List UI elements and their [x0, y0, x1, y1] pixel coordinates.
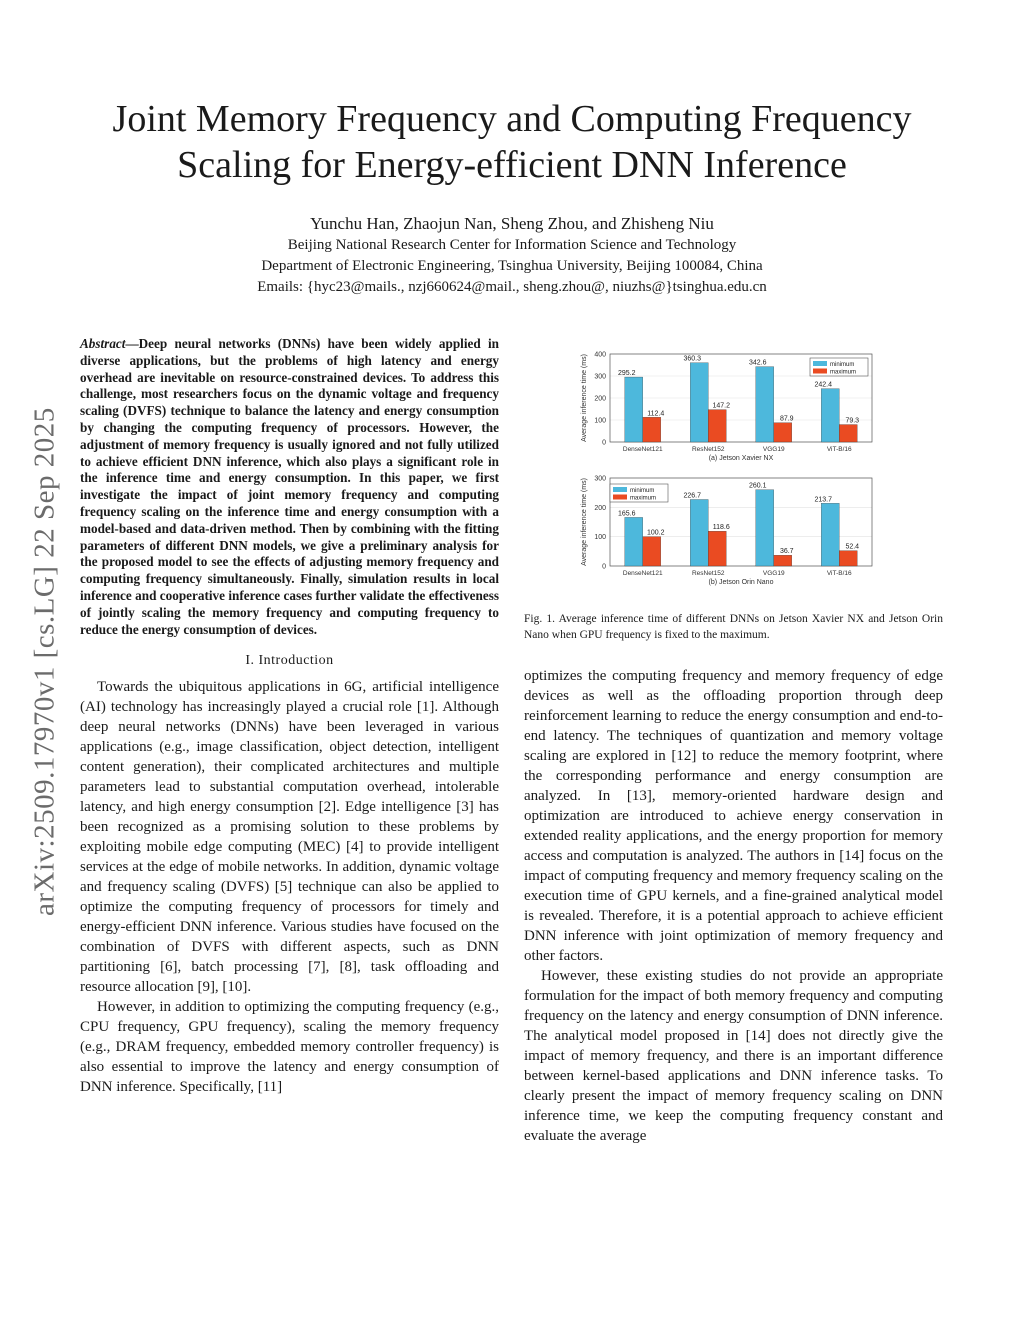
abstract	[80, 336, 499, 638]
bar-value-label: 118.6	[712, 524, 730, 532]
legend-swatch	[813, 361, 827, 366]
arxiv-identifier: arXiv:2509.17970v1 [cs.LG] 22 Sep 2025	[28, 407, 61, 917]
body-paragraph: Towards the ubiquitous applications in 6G, artificial intelligence (AI) technology has increasingly played a crucial role [1]. Although deep neural networks (DNNs) have been leveraged in various applications (e.g., image classification, object detection, intelligent content generation), their complicated architectures and multiple parameters lead to substantial computation overhead, intolerable latency, and high energy consumption [2]. Edge intelligence [3] has been recognized as a promising solution to these problems by exploiting mobile edge computing (MEC) [4] to provide intelligent services at the edge of mobile networks. In addition, dynamic voltage and frequency scaling (DVFS) [5] technique can also be applied to optimize the computing frequency of processors for timely and energy-efficient DNN inference. Various studies have focused on the combination of DVFS with different aspects, such as DNN partitioning [6], batch processing [7], [8], task offloading and resource allocation [9], [10].	[80, 679, 499, 996]
bar-maximum	[839, 551, 857, 566]
y-tick-label: 300	[594, 373, 606, 381]
bar-value-label: 165.6	[617, 510, 636, 518]
bar-minimum	[821, 389, 839, 442]
x-tick-label: VGG19	[762, 570, 785, 577]
chart-subtitle: (a) Jetson Xavier NX	[708, 455, 774, 462]
y-axis-label: Average inference time (ms)	[581, 478, 588, 566]
figure-caption: Fig. 1. Average inference time of different DNNs on Jetson Xavier NX and Jetson Orin Nano when GPU frequency is fixed to the maximum.	[524, 613, 943, 641]
bar-minimum	[756, 490, 774, 566]
legend-label: minimum	[830, 362, 855, 368]
paper-title	[60, 96, 964, 188]
legend-swatch	[613, 495, 627, 500]
y-tick-label: 0	[602, 563, 606, 571]
y-axis-label: Average inference time (ms)	[581, 354, 588, 442]
bar-maximum	[774, 423, 792, 442]
body-paragraph: However, these existing studies do not provide an appropriate formulation for the impact of both memory frequency and computing frequency on the latency and energy consumption of DNN inference. The analytical model proposed in [14] does not directly give the impact of memory frequency, and there is an important difference between kernel-based applications and DNN inference tasks. To clearly present the impact of memory frequency scaling on DNN inference time, we keep the computing frequency constant and evaluate the average	[524, 968, 943, 1144]
legend-label: maximum	[830, 369, 857, 376]
title-line: Scaling for Energy-efficient DNN Inference	[177, 144, 847, 186]
bar-maximum	[708, 531, 726, 566]
x-tick-label: DenseNet121	[622, 446, 663, 453]
legend-swatch	[813, 369, 827, 374]
chart-subtitle: (b) Jetson Orin Nano	[708, 579, 774, 586]
x-tick-label: DenseNet121	[622, 570, 663, 577]
bar-value-label: 112.4	[647, 410, 665, 418]
bar-value-label: 260.1	[748, 482, 767, 490]
bar-value-label: 87.9	[779, 415, 794, 423]
legend-swatch	[613, 487, 627, 492]
y-tick-label: 400	[594, 351, 606, 359]
body-paragraph: optimizes the computing frequency and memory frequency of edge devices as well as the offloading proportion through deep reinforcement learning to reduce the energy consumption and end-to-end latency. The techniques of quantization and memory voltage scaling are explored in [12] to reduce the memory footprint, where the corresponding performance and energy consumption are analyzed. In [13], memory-oriented hardware design and optimization are introduced to achieve energy conservation in extended reality applications, and the energy proportion for memory access and computation is analyzed. The authors in [14] focus on the impact of computing frequency and memory frequency scaling on the execution time of GPU kernels, and a fine-grained analytical model is revealed. Therefore, it is a potential approach to achieve efficient DNN inference with joint optimization of memory frequency and other factors.	[524, 668, 943, 964]
x-tick-label: ResNet152	[691, 446, 725, 453]
bar-charts	[560, 348, 880, 590]
bar-value-label: 295.2	[617, 370, 636, 378]
bar-value-label: 242.4	[814, 381, 833, 389]
bar-value-label: 100.2	[646, 529, 665, 537]
abstract-label: Abstract	[80, 336, 126, 351]
bar-value-label: 79.3	[845, 417, 860, 425]
figure-1	[560, 348, 880, 590]
left-column	[80, 336, 499, 1097]
bar-minimum	[690, 500, 708, 566]
x-tick-label: VGG19	[762, 446, 785, 453]
title-line: Joint Memory Frequency and Computing Frequency	[112, 98, 912, 140]
bar-maximum	[708, 410, 726, 442]
y-tick-label: 100	[594, 534, 606, 542]
bar-maximum	[643, 417, 661, 442]
author-list: Yunchu Han, Zhaojun Nan, Sheng Zhou, and Zhisheng Niu	[310, 214, 714, 233]
bar-minimum	[821, 503, 839, 566]
y-tick-label: 0	[602, 439, 606, 447]
y-tick-label: 200	[594, 504, 606, 512]
bar-minimum	[625, 517, 643, 566]
y-tick-label: 200	[594, 395, 606, 403]
bar-value-label: 226.7	[683, 492, 702, 500]
bar-value-label: 147.2	[712, 402, 731, 410]
bar-value-label: 342.6	[748, 359, 767, 367]
bar-maximum	[643, 537, 661, 566]
legend-label: maximum	[630, 495, 657, 502]
abstract-text: —Deep neural networks (DNNs) have been widely applied in diverse applications, but the problems of high latency and energy overhead are inevitable on resource-constrained devices. To address this challenge, most researchers focus on the dynamic voltage and frequency scaling (DVFS) technique to balance the latency and energy consumption by changing the computing frequency of processors. However, the adjustment of memory frequency is usually ignored and not fully utilized to achieve efficient DNN inference, which also plays a significant role in the inference time and energy consumption. In this paper, we first investigate the impact of joint memory frequency and computing frequency scaling on the inference time and energy consumption with a model-based and data-driven method. Then by combining with the fitting parameters of different DNN models, we give a preliminary analysis for the proposed model to see the effects of adjusting memory frequency and computing frequency simultaneously. Finally, simulation results in local inference and cooperative inference cases further validate the effectiveness of jointly scaling the memory frequency and computing frequency to reduce the energy consumption of devices.	[80, 336, 499, 637]
bar-value-label: 36.7	[779, 548, 794, 556]
section-heading-introduction: I. Introduction	[245, 653, 334, 669]
x-tick-label: ViT-B/16	[826, 446, 852, 453]
right-column	[524, 666, 943, 1146]
affiliation-2: Department of Electronic Engineering, Tsinghua University, Beijing 100084, China	[261, 258, 763, 274]
bar-minimum	[690, 363, 708, 442]
x-tick-label: ViT-B/16	[826, 570, 852, 577]
bar-minimum	[625, 377, 643, 442]
bar-maximum	[839, 425, 857, 442]
legend-label: minimum	[630, 488, 655, 494]
bar-value-label: 213.7	[814, 496, 833, 504]
bar-maximum	[774, 555, 792, 566]
y-tick-label: 100	[594, 417, 606, 425]
bar-value-label: 360.3	[683, 355, 702, 363]
bar-minimum	[756, 367, 774, 442]
bar-value-label: 52.4	[845, 543, 860, 551]
body-paragraph: However, in addition to optimizing the computing frequency (e.g., CPU frequency, GPU frequency), scaling the memory frequency (e.g., DRAM frequency, embedded memory controller frequency) is also essential to improve the latency and energy consumption of DNN inference. Specifically, [11]	[80, 999, 499, 1096]
affiliation-1: Beijing National Research Center for Information Science and Technology	[287, 237, 737, 253]
y-tick-label: 300	[594, 475, 606, 483]
x-tick-label: ResNet152	[691, 570, 725, 577]
author-emails: Emails: {hyc23@mails., nzj660624@mail., sheng.zhou@, niuzhs@}tsinghua.edu.cn	[257, 279, 767, 295]
